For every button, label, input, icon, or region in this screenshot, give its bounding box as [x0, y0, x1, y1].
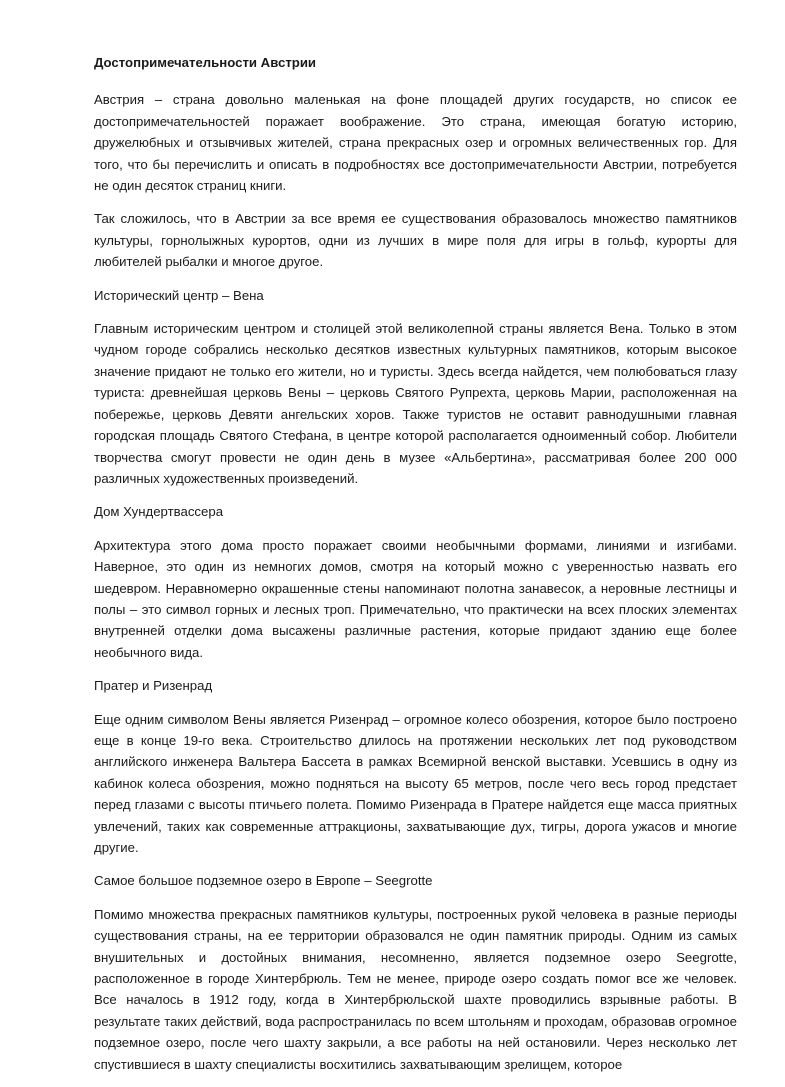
document-page — [94, 52, 737, 1087]
intro-paragraph-1: Австрия – страна довольно маленькая на фоне площадей других государств, но список ее достопримечательностей поражает воображение. Это страна, имеющая богатую историю, дружелюбных и отзывчивых жителей, страна прекрасных озер и огромных величественных гор. Для того, что бы перечислить и описать в подробностях все достопримечательности Австрии, потребуется не один десяток страниц книги. — [94, 92, 737, 194]
section-heading-hundertwasser: Дом Хундертвассера — [94, 504, 224, 520]
section-text-hundertwasser: Архитектура этого дома просто поражает своими необычными формами, линиями и изгибами. Наверное, это один из немногих домов, смотря на который можно с уверенностью назвать его шедевром. Неравномерно окрашенные стены напоминают полотна занавесок, а неровные лестницы и полы – это символ горных и лесных троп. Примечательно, что практически на всех плоских элементах внутренней отделки дома высажены различные растения, которые придают зданию еще более необычного вида. — [94, 537, 737, 660]
section-text-seegrotte: Помимо множества прекрасных памятников культуры, построенных рукой человека в разные периоды существования страны, на ее территории образовался не один памятник природы. Одним из самых внушительных и достойных внимания, несомненно, является подземное озеро Seegrotte, расположенное в городе Хинтербрюль. Тем не менее, природе озеро создать помог все же человек. Все началось в 1912 году, когда в Хинтербрюльской шахте проводились взрывные работы. В результате таких действий, вода распространилась по всем штольням и проходам, образовав огромное подземное озеро, после чего шахту закрыли, а все работы на ней остановили. Через несколько лет спустившиеся в шахту специалисты восхитились захватывающим зрелищем, которое — [94, 906, 737, 1072]
section-heading-prater: Пратер и Ризенрад — [94, 678, 213, 694]
intro-paragraph-2: Так сложилось, что в Австрии за все время ее существования образовалось множество памятников культуры, горнолыжных курортов, одни из лучших в мире поля для игры в гольф, курорты для любителей рыбалки и многое другое. — [94, 211, 737, 270]
section-prater — [94, 675, 737, 858]
section-text-vienna: Главным историческим центром и столицей этой великолепной страны является Вена. Только в этом чудном городе собрались несколько десятков известных культурных памятников, которым высокое значение придают не только его жители, но и туристы. Здесь всегда найдется, чем полюбоваться глазу туриста: древнейшая церковь Вены – церковь Святого Рупрехта, церковь Марии, расположенная на побережье, церковь Девяти ангельских хоров. Также туристов не оставит равнодушными главная городская площадь Святого Стефана, в центре которой располагается одноименный собор. Любители творчества смогут провести не один день в музее «Альбертина», рассматривая более 200 000 различных художественных произведений. — [94, 321, 737, 486]
section-text-prater: Еще одним символом Вены является Ризенрад – огромное колесо обозрения, которое было построено еще в конце 19-го века. Строительство длилось на протяжении нескольких лет под руководством английского инженера Вальтера Бассета в рамках Всемирной венской выставки. Усевшись в одну из кабинок колеса обозрения, можно подняться на высоту 65 метров, после чего весь город предстает перед глазами с высоты птичьего полета. Помимо Ризенрада в Пратере найдется еще масса приятных увлечений, таких как современные аттракционы, захватывающие дух, тигры, дорога ужасов и многие другие. — [94, 711, 737, 855]
document-title: Достопримечательности Австрии — [94, 55, 317, 70]
section-heading-vienna: Исторический центр – Вена — [94, 287, 264, 303]
section-hundertwasser — [94, 501, 737, 663]
section-vienna — [94, 285, 737, 490]
section-seegrotte — [94, 870, 737, 1075]
section-heading-seegrotte: Самое большое подземное озеро в Европе – Seegrotte — [94, 873, 433, 889]
